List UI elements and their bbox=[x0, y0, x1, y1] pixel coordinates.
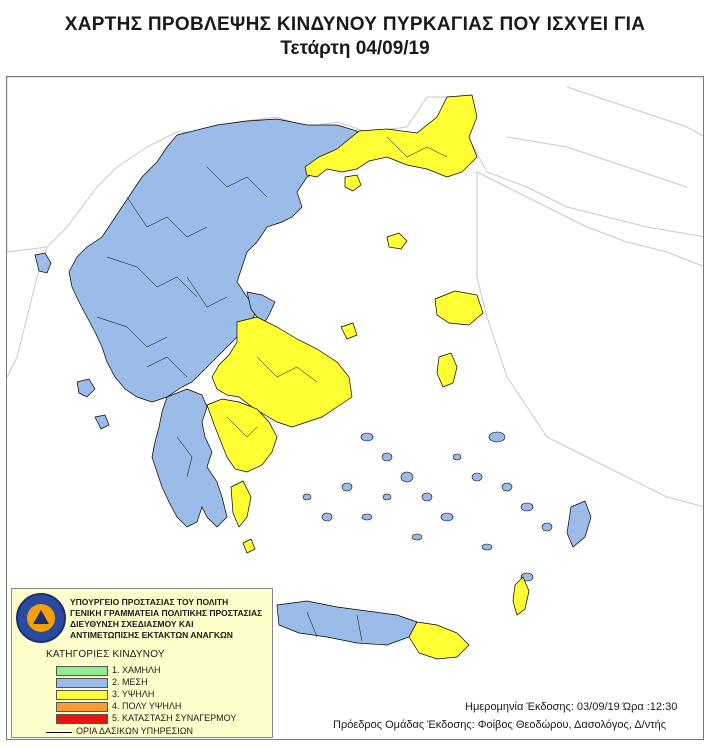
swatch-very-high bbox=[56, 702, 108, 712]
map-header bbox=[0, 0, 710, 74]
region-chios bbox=[437, 353, 457, 387]
legend-category-very-high bbox=[56, 702, 206, 713]
civil-protection-logo-icon bbox=[16, 593, 66, 643]
category-label: 5. ΚΑΤΑΣΤΑΣΗ ΣΥΝΑΓΕΡΜΟΥ bbox=[112, 713, 237, 723]
region-laconia bbox=[231, 481, 251, 527]
islands-medium bbox=[303, 432, 552, 581]
forest-boundary-line-icon bbox=[46, 732, 72, 733]
region-karpathos bbox=[513, 577, 529, 615]
region-lemnos bbox=[387, 233, 407, 249]
region-corfu bbox=[35, 253, 51, 273]
map-title: ΧΑΡΤΗΣ ΠΡΟΒΛΕΨΗΣ ΚΙΝΔΥΝΟΥ ΠΥΡΚΑΓΙΑΣ ΠΟΥ ΙΣΧΥΕΙ ΓΙΑ bbox=[64, 14, 646, 35]
region-skyros bbox=[341, 323, 357, 339]
region-zakynthos bbox=[95, 415, 109, 429]
forest-boundary-label: ΟΡΙΑ ΔΑΣΙΚΩΝ ΥΠΗΡΕΣΙΩΝ bbox=[76, 726, 193, 736]
legend-panel bbox=[11, 588, 273, 738]
fire-risk-map bbox=[6, 76, 704, 740]
category-label: 2. ΜΕΣΗ bbox=[112, 677, 148, 687]
org-line-3: ΔΙΕΥΘΥΝΣΗ ΣΧΕΔΙΑΣΜΟΥ ΚΑΙ bbox=[70, 619, 194, 629]
org-line-1: ΥΠΟΥΡΓΕΙΟ ΠΡΟΣΤΑΣΙΑΣ ΤΟΥ ΠΟΛΙΤΗ bbox=[70, 597, 229, 607]
swatch-very-low bbox=[56, 666, 108, 676]
region-thasos bbox=[345, 175, 361, 191]
region-rhodes bbox=[567, 501, 591, 547]
swatch-high bbox=[56, 690, 108, 700]
org-line-4: ΑΝΤΙΜΕΤΩΠΙΣΗΣ ΕΚΤΑΚΤΩΝ ΑΝΑΓΚΩΝ bbox=[70, 630, 233, 640]
org-line-2: ΓΕΝΙΚΗ ΓΡΑΜΜΑΤΕΙΑ ΠΟΛΙΤΙΚΗΣ ΠΡΟΣΤΑΣΙΑΣ bbox=[70, 608, 263, 618]
region-kythira bbox=[243, 539, 255, 553]
legend-category-medium bbox=[56, 678, 206, 689]
category-label: 4. ΠΟΛΥ ΥΨΗΛΗ bbox=[112, 701, 182, 711]
region-crete-east bbox=[409, 622, 469, 659]
region-crete-west bbox=[277, 601, 417, 645]
issue-date: Ημερομηνία Έκδοσης: 03/09/19 Ώρα :12:30 bbox=[465, 701, 678, 713]
category-label: 3. ΥΨΗΛΗ bbox=[112, 689, 155, 699]
categories-title: ΚΑΤΗΓΟΡΙΕΣ ΚΙΝΔΥΝΟΥ bbox=[46, 649, 165, 660]
region-lesvos bbox=[435, 291, 483, 325]
swatch-alarm bbox=[56, 714, 108, 724]
legend-category-alarm bbox=[56, 713, 237, 725]
map-date: Τετάρτη 04/09/19 bbox=[280, 38, 430, 59]
region-kefalonia bbox=[77, 379, 95, 397]
swatch-medium bbox=[56, 678, 108, 688]
issuer-credit: Πρόεδρος Ομάδας Έκδοσης: Φοίβος Θεοδώρου, Δασολόγος, Δ/ντής bbox=[333, 719, 666, 731]
category-label: 1. ΧΑΜΗΛΗ bbox=[112, 665, 161, 675]
legend-category-high bbox=[56, 690, 206, 701]
legend-category-very-low bbox=[56, 666, 206, 677]
